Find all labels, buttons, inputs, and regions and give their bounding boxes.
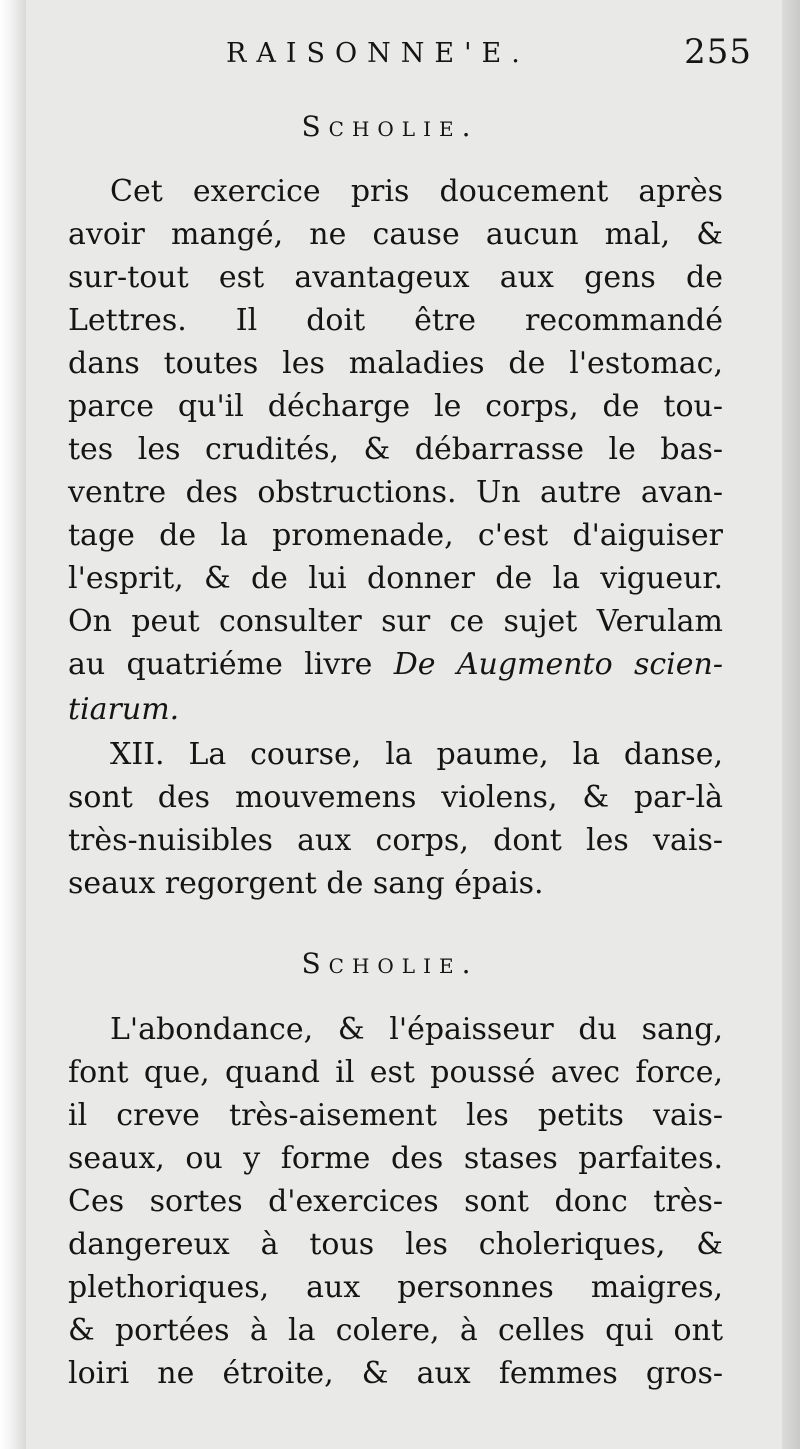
text-line: tes les crudités, & débarrasse le bas- (68, 432, 723, 467)
text-line: seaux regorgent de sang épais. (68, 866, 544, 901)
running-head: RAISONNE'E. (226, 38, 530, 69)
text-line: il creve très-aisement les petits vais- (68, 1098, 723, 1133)
page-number: 255 (684, 32, 752, 72)
text-line: Ces sortes d'exercices sont donc très- (68, 1184, 723, 1219)
text-line: XII. La course, la paume, la danse, (110, 737, 723, 772)
text-line: On peut consulter sur ce sujet Verulam (68, 604, 723, 639)
page-gutter-shadow (0, 0, 26, 1449)
text-line-roman: au quatriéme livre (68, 647, 373, 682)
text-line: dans toutes les maladies de l'estomac, (68, 346, 723, 381)
text-line: l'esprit, & de lui donner de la vigueur. (68, 561, 723, 596)
page-edge-shadow (782, 0, 800, 1449)
text-line: & portées à la colere, à celles qui ont (68, 1313, 723, 1348)
page-header (30, 32, 780, 88)
text-line: L'abondance, & l'épaisseur du sang, (110, 1012, 723, 1047)
text-line: loiri ne étroite, & aux femmes gros- (68, 1356, 723, 1391)
text-line: Cet exercice pris doucement après (110, 174, 723, 209)
text-line: ventre des obstructions. Un autre avan- (68, 475, 723, 510)
text-line: font que, quand il est poussé avec force, (68, 1055, 723, 1090)
section-title-scholie: Scholie. (301, 947, 479, 980)
book-title-italic: De Augmento scien- (393, 647, 723, 682)
text-line: parce qu'il décharge le corps, de tou- (68, 389, 723, 424)
text-line: avoir mangé, ne cause aucun mal, & (68, 217, 723, 252)
section-title-scholie: Scholie. (301, 110, 479, 143)
text-line: Lettres. Il doit être recommandé (68, 303, 723, 338)
text-line: plethoriques, aux personnes maigres, (68, 1270, 723, 1305)
text-line: seaux, ou y forme des stases parfaites. (68, 1141, 723, 1176)
text-line (68, 645, 723, 685)
text-line: sont des mouvemens violens, & par-là (68, 780, 723, 815)
text-line: sur-tout est avantageux aux gens de (68, 260, 723, 295)
text-line: tage de la promenade, c'est d'aiguiser (68, 518, 723, 553)
text-line: très-nuisibles aux corps, dont les vais- (68, 823, 723, 858)
text-line: dangereux à tous les choleriques, & (68, 1227, 723, 1262)
book-title-italic-end: tiarum. (68, 692, 180, 727)
